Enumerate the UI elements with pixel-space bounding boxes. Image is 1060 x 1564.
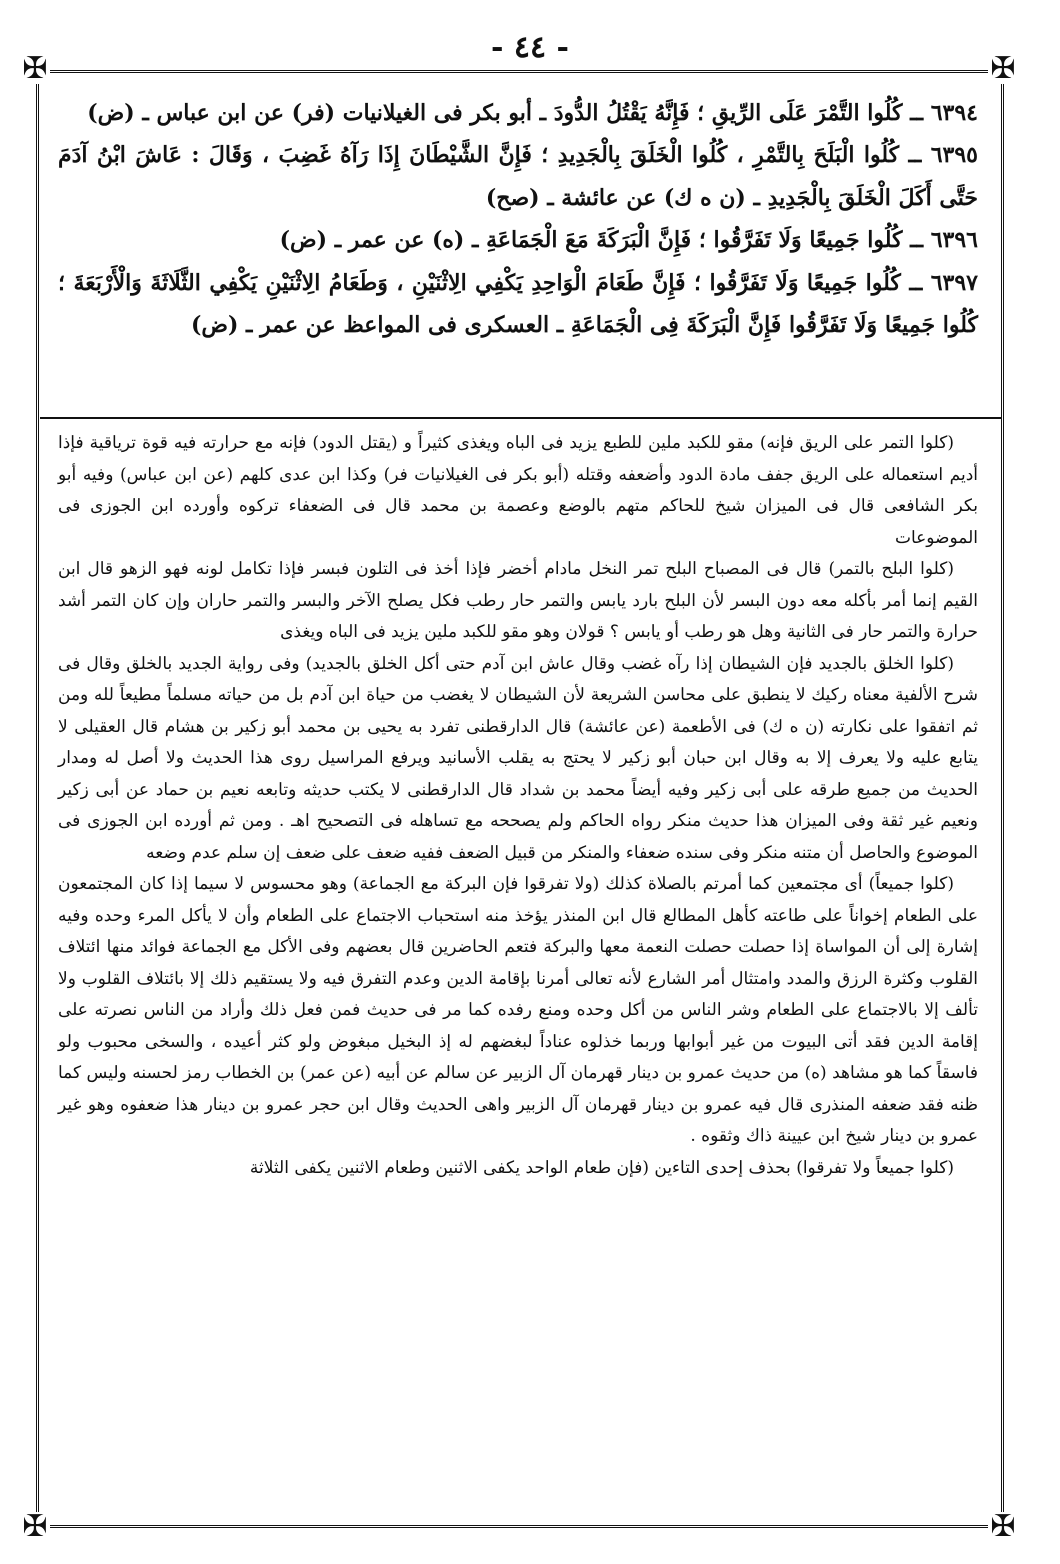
corner-ornament-icon: ✠	[988, 1512, 1018, 1542]
section-divider	[40, 417, 1002, 419]
commentary-paragraph: (كلوا الخلق بالجديد فإن الشيطان إذا رآه غضب وقال عاش ابن آدم حتى أكل الخلق بالجديد) وفى رواية الجديد بالخلق وقال فى شرح الألفية معناه ركيك لا ينطبق على محاسن الشريعة لأن الشيطان لا يغضب من حياة ابن آدم بل من حياته مسلماً مطيعاً لله ومن ثم اتفقوا على نكارته (ن ه ك) فى الأطعمة (عن عائشة) قال الدارقطنى تفرد به يحيى بن محمد أبو زكير بن هشام قال العقيلى لا يتابع عليه ولا يعرف إلا به وقال ابن حبان أبو زكير لا يحتج به يقلب الأسانيد ويرفع المراسيل روى هذا الحديث ولا أصل له ومدار الحديث من جميع طرقه على أبى زكير وفيه أيضاً محمد بن شداد قال الدارقطنى لا يكتب حديثه وتابعه نعيم بن حماد عن أبى زكير ونعيم غير ثقة وفى الميزان هذا حديث منكر رواه الحاكم ولم يصححه مع تساهله فى التصحيح اهـ . ومن ثم أورده ابن الجوزى فى الموضوع والحاصل أن متنه منكر وفى سنده ضعفاء والمنكر من قبيل الضعف ففيه ضعف على ضعف إن سلم عدم وضعه	[58, 653, 978, 863]
hadith-text-section	[58, 92, 978, 346]
corner-ornament-icon: ✠	[20, 1512, 50, 1542]
commentary-paragraph: (كلوا جميعاً ولا تفرقوا) بحذف إحدى التاءين (فإن طعام الواحد يكفى الاثنين وطعام الاثنين يكفى الثلاثة	[249, 1157, 954, 1178]
hadith-entry-6397: ٦٣٩٧ ــ كُلُوا جَمِيعًا وَلَا تَفَرَّقُوا ؛ فَإِنَّ طَعَامَ الْوَاحِدِ يَكْفِي الِاثْنَيْنِ ، وَطَعَامُ الِاثْنَيْنِ يَكْفِي الثَّلَاثَةَ وَالْأَرْبَعَةَ ؛ كُلُوا جَمِيعًا وَلَا تَفَرَّقُوا فَإِنَّ الْبَرَكَةَ فِى الْجَمَاعَةِ ـ العسكرى فى المواعظ عن عمر ـ (ض)	[58, 269, 978, 339]
hadith-entry-6394: ٦٣٩٤ ــ كُلُوا التَّمْرَ عَلَى الرِّيقِ ؛ فَإِنَّهُ يَقْتُلُ الدُّودَ ـ أبو بكر فى الغيلانيات (فر) عن ابن عباس ـ (ض)	[87, 100, 978, 126]
commentary-paragraph: (كلوا البلح بالتمر) قال فى المصباح البلح تمر النخل مادام أخضر فإذا أخذ فى التلون فبسر فإذا تكامل لونه فهو الزهو قال ابن القيم إنما أمر بأكله معه دون البسر لأن البلح بارد يابس والتمر حار رطب فكل يصلح الآخر والبسر والتمر حاران وإن كان التمر أشد حرارة والتمر حار فى الثانية وهل هو رطب أو يابس ؟ قولان وهو مقو للكبد ملين يزيد فى الباه ويغذى	[58, 559, 978, 642]
commentary-paragraph: (كلوا التمر على الريق فإنه) مقو للكبد ملين للطبع يزيد فى الباه ويغذى كثيراً و (يقتل الدود) فإنه مع حرارته فيه قوة ترياقية فإذا أديم استعماله على الريق جفف مادة الدود وأضعفه وقتله (أبو بكر فى الغيلانيات فر) وكذا ابن عدى كلهم (عن ابن عباس) وفيه أبو بكر الشافعى قال فى الميزان شيخ للحاكم متهم بالوضع وعصمة بن محمد قال فى الضعفاء تركوه وأورده ابن الجوزى فى الموضوعات	[58, 433, 978, 548]
corner-ornament-icon: ✠	[20, 54, 50, 84]
page-number: - ٤٤ -	[490, 30, 570, 65]
commentary-section	[58, 428, 978, 1184]
hadith-entry-6396: ٦٣٩٦ ــ كُلُوا جَمِيعًا وَلَا تَفَرَّقُوا ؛ فَإِنَّ الْبَرَكَةَ مَعَ الْجَمَاعَةِ ـ (ه) عن عمر ـ (ض)	[279, 227, 978, 254]
hadith-entry-6395: ٦٣٩٥ ــ كُلُوا الْبَلَحَ بِالتَّمْرِ ، كُلُوا الْخَلَقَ بِالْجَدِيدِ ؛ فَإِنَّ الشَّيْطَانَ إِذَا رَآهُ غَضِبَ ، وَقَالَ : عَاشَ ابْنُ آدَمَ حَتَّى أَكَلَ الْخَلَقَ بِالْجَدِيدِ ـ (ن ه ك) عن عائشة ـ (صح)	[58, 142, 978, 211]
commentary-paragraph: (كلوا جميعاً) أى مجتمعين كما أمرتم بالصلاة كذلك (ولا تفرقوا فإن البركة مع الجماعة) وهو محسوس لا سيما إذا كان المجتمعون على الطعام إخواناً على طاعته كأهل المطالع قال ابن المنذر يؤخذ منه استحباب الاجتماع على الطعام وأن لا يأكل المرء وحده وفيه إشارة إلى أن المواساة إذا حصلت حصلت النعمة معها والبركة فتعم الحاضرين قال بعضهم وفى الأكل مع الجماعة فوائد منها ائتلاف القلوب وكثرة الرزق والمدد وامتثال أمر الشارع لأنه تعالى أمرنا بإقامة الدين وعدم التفرق فيه ولا يستقيم ذلك إلا بائتلاف القلوب ولا تألف إلا بالاجتماع على الطعام وشر الناس من أكل وحده ومنع رفده كما مر فى حديث فمن فعل ذلك وأراد من الناس نصرته على إقامة الدين فقد أتى البيوت من غير أبوابها وربما خذلوه عناداً لبغضهم له إذ البخيل مبغوض ولو كثر أعيده ، والسخى محبوب ولو فاسقاً كما هو مشاهد (ه) من حديث عمرو بن دينار قهرمان آل الزبير عن سالم عن أبيه (عن عمر) بن الخطاب رمز لحسنه وليس كما ظنه فقد ضعفه المنذرى قال فيه عمرو بن دينار قهرمان آل الزبير واهى الحديث وقال ابن حجر عمرو بن دينار هذا ضعفوه وهو غير عمرو بن دينار شيخ ابن عيينة ذاك وثقوه .	[58, 874, 978, 1146]
corner-ornament-icon: ✠	[988, 54, 1018, 84]
